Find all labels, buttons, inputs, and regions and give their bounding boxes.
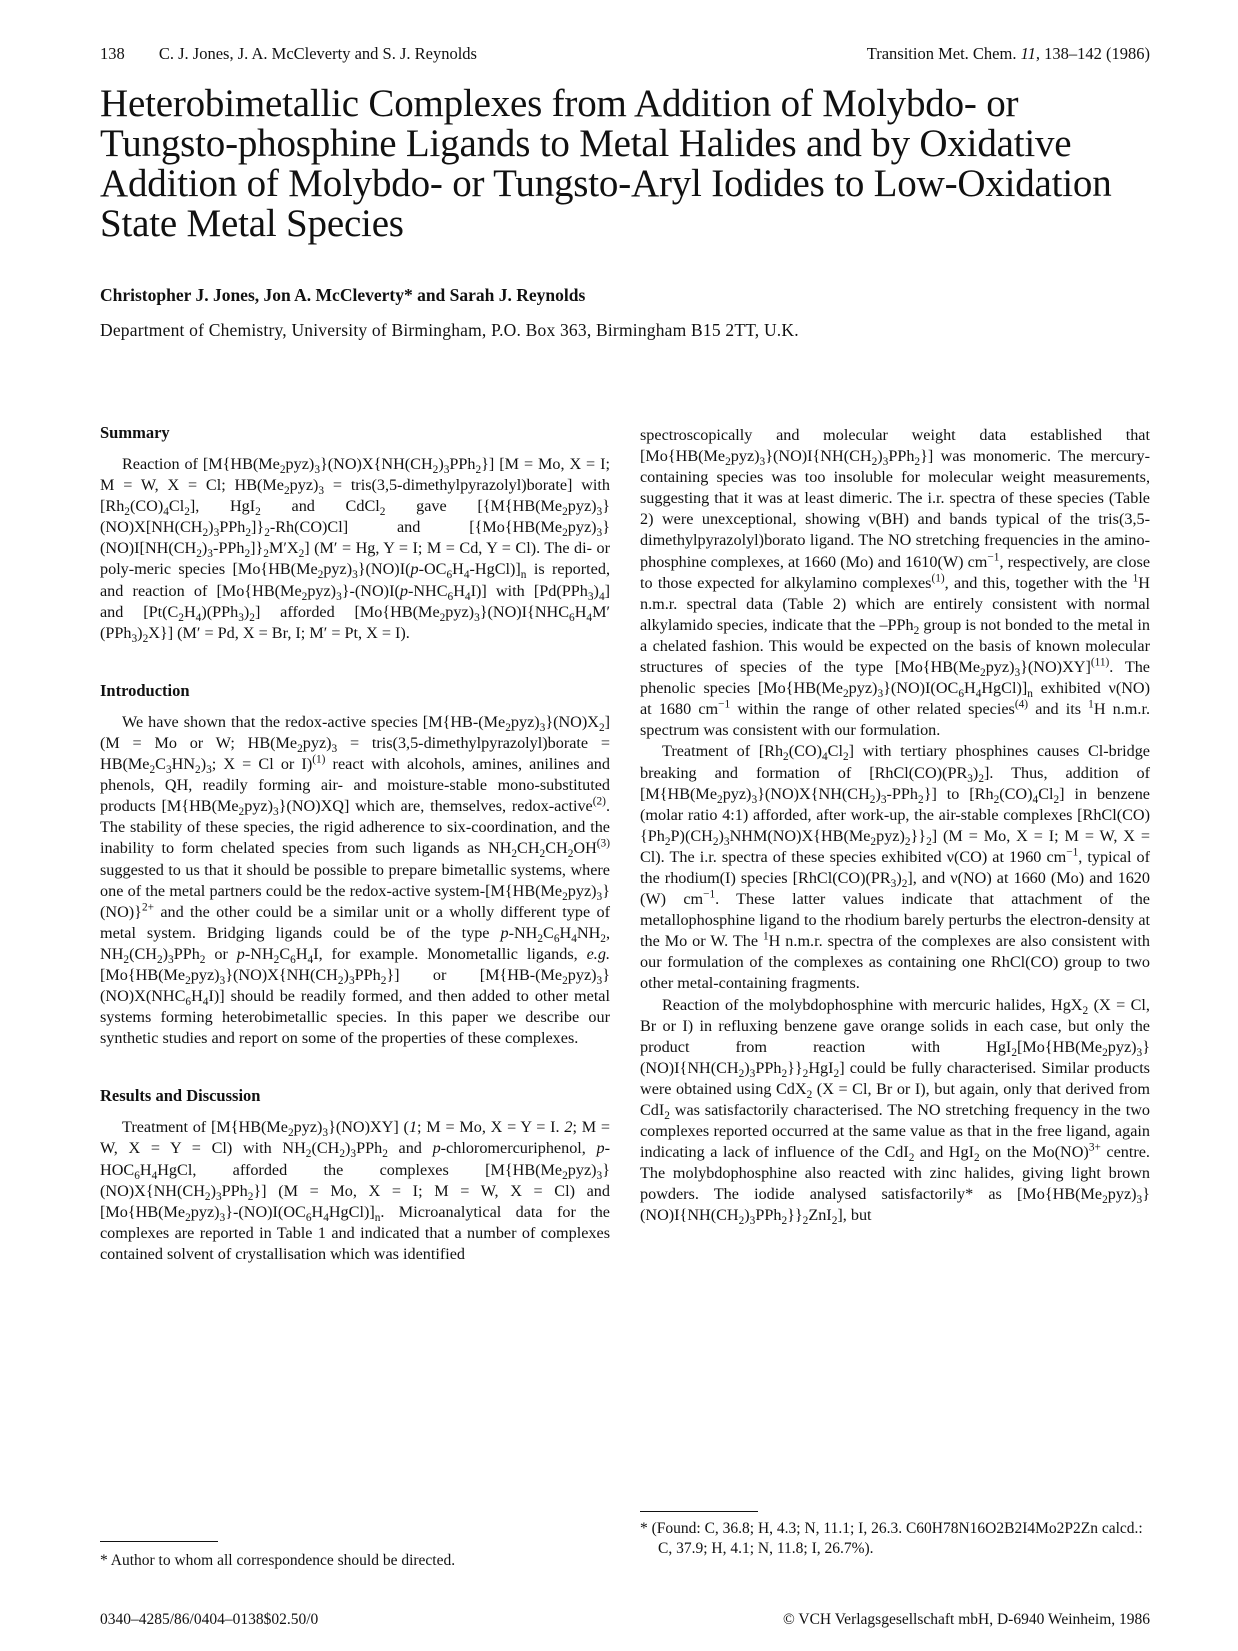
running-head-left [100,44,477,64]
journal-pages-year: 138–142 (1986) [1044,44,1150,63]
footnote-rule-right [640,1511,758,1512]
footnote-analysis [640,1519,1160,1559]
introduction-paragraph: We have shown that the redox-active species $[M\{HB-(Me_2pyz)_3\}(NO)X_2] (M = Mo$ or W; $HB(Me_2pyz)_3$ = tris(3,5-dimethylpyrazolyl)borate = $HB(Me_2C_3HN_2)_3$; X = Cl or I)$^{(1)}$ react with alcohols, amines, anilines and phenols, QH, readily forming air- and moisture-stable mono-substituted products $[M\{HB(Me_2pyz)_3\}(NO)XQ]$ which are, themselves, redox-active$^{(2)}$. The stability of these species, the rigid adherence to six-coordination, and the inability to form chelated species from such ligands as $NH_2CH_2CH_2OH^{(3)}$ suggested to us that it should be possible to prepare bimetallic systems, where one of the metal partners could be the redox-active system-$[M\{HB(Me_2pyz)_3\}(NO)\}^{2+}$ and the other could be a similar unit or a wholly different type of metal system. Bridging ligands could be of the type $p-NH_2C_6H_4NH_2$, $NH_2(CH_2)_3PPh_2$ or $p-NH_2C_6H_4I$, for example. Monometallic ligands, e.g. $[Mo\{HB(Me_2pyz)_3\}(NO)X\{NH(CH_2)_3PPh_2\}]$ or $[M\{HB-(Me_2pyz)_3\}(NO)X(NHC_6H_4I)]$ should be readily formed, and then added to other metal systems forming heterobimetallic species. In this paper we describe our synthetic studies and report on some of the properties of these complexes. [100,712,610,1048]
author-list: Christopher J. Jones, Jon A. McCleverty* and Sarah J. Reynolds [100,285,586,305]
affiliation: Department of Chemistry, University of Birmingham, P.O. Box 363, Birmingham B15 2TT, U.K. [100,320,799,340]
copyright-line: © VCH Verlagsgesellschaft mbH, D-6940 Weinheim, 1986 [783,1611,1150,1628]
results-paragraph-2: Treatment of $[Rh_2(CO)_4Cl_2]$ with tertiary phosphines causes Cl-bridge breaking and formation of $[RhCl(CO)(PR_3)_2]$. Thus, addition of $[M\{HB(Me_2pyz)_3\}(NO)X\{NH(CH_2)_3-PPh_2\}]$ to $[Rh_2(CO)_4Cl_2]$ in benzene (molar ratio 4:1) afforded, after work-up, the air-stable complexes $[RhCl(CO)\{Ph_2P)(CH_2)_3NHM(NO)X\{HB(Me_2pyz)_2\}\}_2] (M = Mo$, X = I; M = W, X = Cl). The i.r. spectra of these species exhibited ν(CO) at 1960 $cm^{-1}$, typical of the rhodium(I) species $[RhCl(CO)(PR_3)_2]$, and ν(NO) at 1660 (Mo) and 1620 (W) $cm^{-1}$. These latter values indicate that attachment of the metallophosphine ligand to the rhodium barely perturbs the electron-density at the Mo or W. The $^1$H n.m.r. spectra of the complexes are also consistent with our formulation of the complexes as containing one RhCl(CO) group to two other metal-containing fragments. [640,742,1151,993]
summary-paragraph: Reaction of $[M\{HB(Me_2pyz)_3\}(NO)X\{NH(CH_2)_3PPh_2\}] [M = Mo$, X = I; M = W, X = Cl; $HB(Me_2pyz)_3$ = tris(3,5-dimethylpyrazolyl)borate] with $[Rh_2(CO)_4Cl_2]$, HgI$_2$ and CdCl$_2$ gave $[\{M\{HB(Me_2pyz)_3\}(NO)X[NH(CH_2)_3PPh_2]\}_2-Rh(CO)Cl]$ and $[\{Mo\{HB(Me_2pyz)_3\}(NO)I[NH(CH_2)_3-PPh_2]\}_2M'X_2] (M' = Hg$, Y = I; M = Cd, Y = Cl). The di- or poly-meric species $[Mo\{HB(Me_2pyz)_3\}(NO)I(p-OC_6H_4-HgCl)]_n$ is reported, and reaction of $[Mo\{HB(Me_2pyz)_3\}-(NO)I(p-NHC_6H_4I)]$ with $[Pd(PPh_3)_4]$ and $[Pt(C_2H_4)(PPh_3)_2]$ afforded $[Mo\{HB(Me_2pyz)_3\}(NO)I\{NHC_6H_4M'(PPh_3)_2X\}] (M' = Pd$, X = Br, I; M′ = Pt, X = I). [100,455,611,645]
journal-name: Transition Met. Chem. [866,44,1017,63]
running-head-authors: C. J. Jones, J. A. McCleverty and S. J. Reynolds [158,44,477,63]
running-head [100,44,1150,66]
results-paragraph-3: Reaction of the molybdophosphine with mercuric halides, HgX$_2$ (X = Cl, Br or I) in refluxing benzene gave orange solids in each case, but only the product from reaction with $HgI_2[Mo\{HB(Me_2pyz)_3\}(NO)I\{NH(CH_2)_3PPh_2\}\}_2HgI_2$] could be fully characterised. Similar products were obtained using CdX$_2$ (X = Cl, Br or I), but again, only that derived from CdI$_2$ was satisfactorily characterised. The NO stretching frequency in the two complexes reported occurred at the same value as that in the free ligand, again indicating a lack of influence of the CdI$_2$ and HgI$_2$ on the Mo(NO)$^{3+}$ centre. The molybdophosphine also reacted with zinc halides, giving light brown powders. The iodide analysed satisfactorily* as $[Mo\{HB(Me_2pyz)_3\}(NO)I\{NH(CH_2)_3PPh_2\}\}_2ZnI_2$], but [640,995,1150,1228]
results-heading: Results and Discussion [100,1086,261,1106]
results-paragraph-1-cont: spectroscopically and molecular weight data established that $[Mo\{HB(Me_2pyz)_3\}(NO)I\{NH(CH_2)_3PPh_2\}]$ was monomeric. The mercury-containing species was too insoluble for molecular weight measurements, suggesting that it was at least dimeric. The i.r. spectra of these species (Table 2) were unexceptional, showing ν(BH) and bands typical of the tris(3,5-dimethylpyrazolyl)borato ligand. The NO stretching frequencies in the amino-phosphine complexes, at 1660 (Mo) and 1610(W) $cm^{-1}$, respectively, are close to those expected for alkylamino complexes$^{(1)}$, and this, together with the $^1$H n.m.r. spectral data (Table 2) which are entirely consistent with normal alkylamido species, indicate that the –PPh$_2$ group is not bonded to the metal in a chelated fashion. This would be expected on the basis of known molecular structures of species of the type $[Mo\{HB(Me_2pyz)_3\}(NO)XY]^{(11)}$. The phenolic species $[Mo\{HB(Me_2pyz)_3\}(NO)I(OC_6H_4HgCl)]_n$ exhibited ν(NO) at 1680 $cm^{-1}$ within the range of other related species$^{(4)}$ and its $^1$H n.m.r. spectrum was consistent with our formulation. [640,426,1151,740]
left-column [100,422,610,1265]
page-number: 138 [100,44,125,63]
introduction-heading: Introduction [100,680,190,700]
paper-title: Heterobimetallic Complexes from Addition of Molybdo- or Tungsto-phosphine Ligands to Metal Halides and by Oxidative Addition of Molybdo- or Tungsto-Aryl Iodides to Low-Oxidation State Metal Species [100,82,1112,245]
issn-code: 0340–4285/86/0404–0138$02.50/0 [100,1611,319,1628]
footnote-rule-left [100,1541,218,1542]
running-head-journal [867,44,1150,64]
right-column [640,425,1150,1227]
footnote-author: * Author to whom all correspondence should be directed. [100,1552,456,1569]
footnote-analysis-text: * (Found: C, 36.8; H, 4.3; N, 11.1; I, 26.3. C60H78N16O2B2I4Mo2P2Zn calcd.: C, 37.9; H, 4.1; N, 11.8; I, 26.7%). [640,1520,1143,1557]
journal-volume: 11, [1020,44,1040,63]
results-paragraph-1: Treatment of $[M\{HB(Me_2pyz)_3\}(NO)XY]$ (1; M = Mo, X = Y = I. 2; M = W, X = Y = Cl) with $NH_2(CH_2)_3PPh_2$ and p-chloromercuriphenol, $p-HOC_6H_4HgCl$, afforded the complexes $[M\{HB(Me_2pyz)_3\}(NO)X\{NH(CH_2)_3PPh_2\}] (M = Mo$, X = I; M = W, X = Cl) and $[Mo\{HB(Me_2pyz)_3\}-(NO)I(OC_6H_4HgCl)]_n$. Microanalytical data for the complexes are reported in Table 1 and indicated that a number of complexes contained solvent of crystallisation which was identified [100,1118,611,1263]
summary-heading: Summary [100,423,170,442]
